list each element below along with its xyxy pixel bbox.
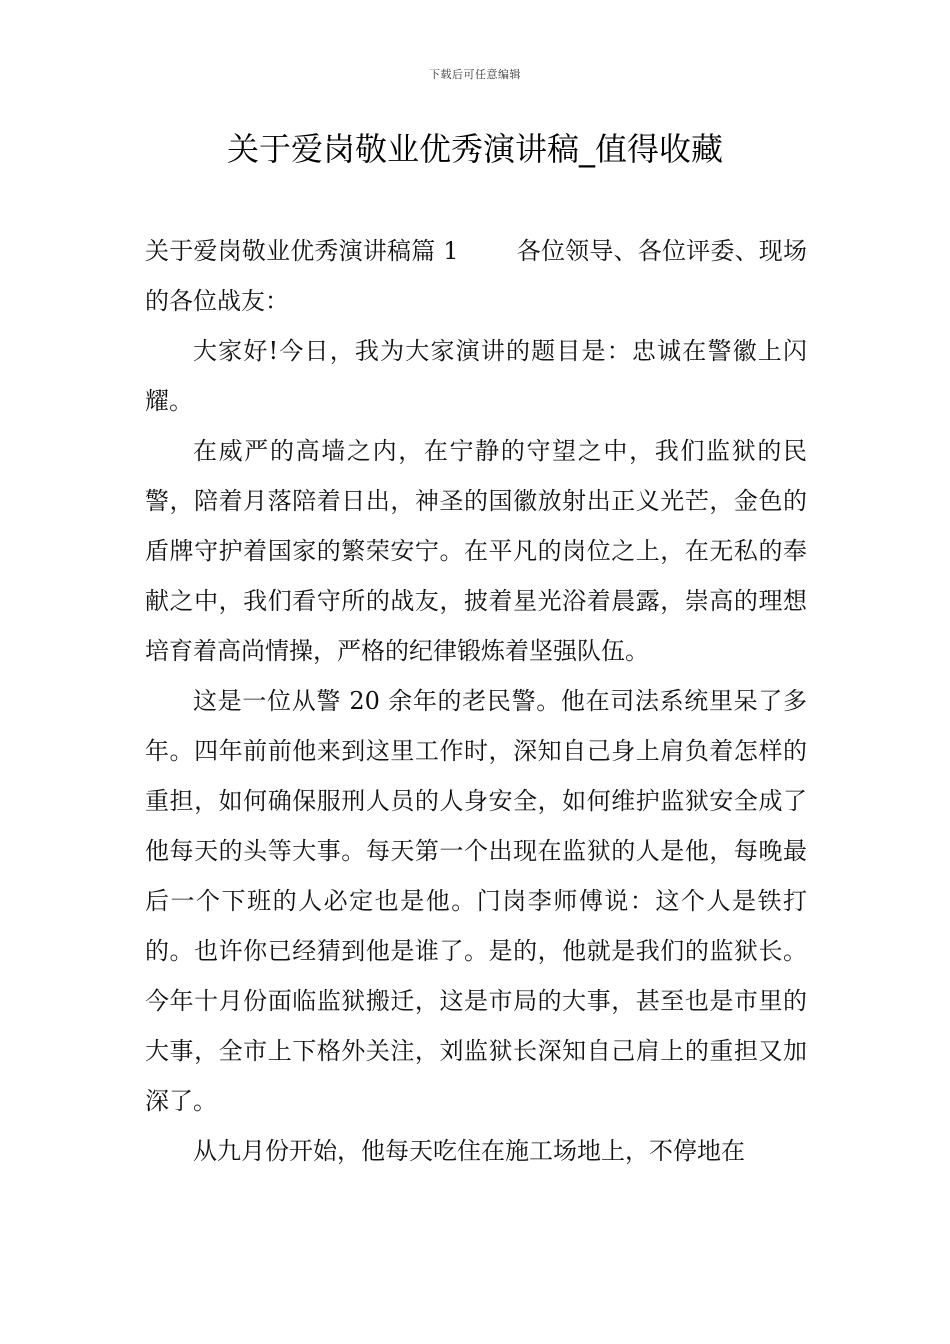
body-paragraph-3: 这是一位从警 20 余年的老民警。他在司法系统里呆了多年。四年前前他来到这里工作时，深知自己身上肩负着怎样的重担，如何确保服刑人员的人身安全，如何维护监狱安全成了他每天的头等大事。每天第一个出现在监狱的人是他，每晚最后一个下班的人必定也是他。门岗李师傅说：这个人是铁打的。也许你已经猜到他是谁了。是的，他就是我们的监狱长。今年十月份面临监狱搬迁，这是市局的大事，甚至也是市里的大事，全市上下格外关注，刘监狱长深知自己肩上的重担又加深了。: [145, 687, 807, 1115]
document-body: [145, 226, 807, 1176]
intro-paragraph: [145, 226, 807, 326]
speech-number-label: 关于爱岗敬业优秀演讲稿篇 1: [145, 237, 459, 265]
download-editable-note: 下载后可任意编辑: [429, 68, 521, 81]
salutation-text: 各位领导、各位评委、现场的各位战友：: [145, 237, 807, 315]
document-title: 关于爱岗敬业优秀演讲稿_值得收藏: [226, 130, 723, 168]
body-paragraph-2: 在威严的高墙之内，在宁静的守望之中，我们监狱的民警，陪着月落陪着日出，神圣的国徽放射出正义光芒，金色的盾牌守护着国家的繁荣安宁。在平凡的岗位之上，在无私的奉献之中，我们看守所的战友，披着星光浴着晨露，崇高的理想培育着高尚情操，严格的纪律锻炼着坚强队伍。: [145, 437, 807, 665]
body-paragraph-1: 大家好!今日，我为大家演讲的题目是：忠诚在警徽上闪耀。: [145, 337, 807, 415]
body-paragraph-4: 从九月份开始，他每天吃住在施工场地上，不停地在: [193, 1137, 745, 1165]
